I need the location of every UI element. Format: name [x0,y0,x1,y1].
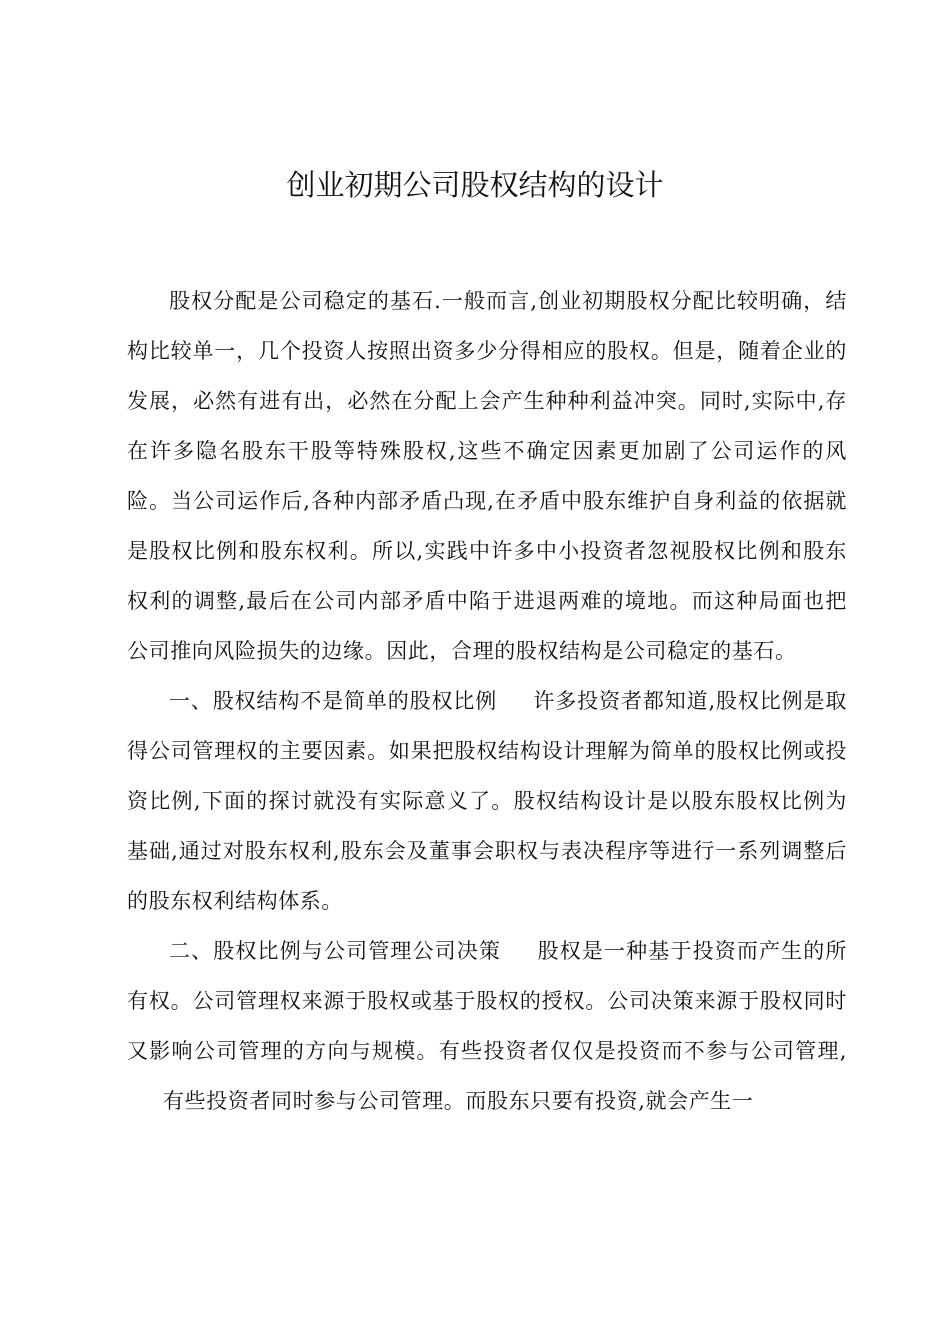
section-2-heading: 二、股权比例与公司管理公司决策 [169,939,502,963]
document-body [127,276,847,1126]
section-1-heading: 一、股权结构不是简单的股权比例 [169,689,498,713]
section-2-text-part-1: 股权是一种基于投资而产生的所有权。公司管理权来源于股权或基于股权的授权。公司决策来源于股权同时又影响公司管理的方向与规模。有些投资者仅仅是投资而不参与公司管理, [127,939,848,1063]
section-2-text-part-2: 有些投资者同时参与公司管理。而股东只要有投资,就会产生一 [163,1089,754,1113]
document-title: 创业初期公司股权结构的设计 [286,168,664,202]
section-1-text: 许多投资者都知道,股权比例是取得公司管理权的主要因素。如果把股权结构设计理解为简单的股权比例或投资比例,下面的探讨就没有实际意义了。股权结构设计是以股东股权比例为基础,通过对股东权利,股东会及董事会职权与表决程序等进行一系列调整后的股东权利结构体系。 [127,689,847,913]
section-1-paragraph [127,676,847,926]
intro-paragraph: 股权分配是公司稳定的基石.一般而言,创业初期股权分配比较明确，结构比较单一，几个投资人按照出资多少分得相应的股权。但是，随着企业的发展，必然有进有出，必然在分配上会产生种种利益冲突。同时,实际中,存在许多隐名股东干股等特殊股权,这些不确定因素更加剧了公司运作的风险。当公司运作后,各种内部矛盾凸现,在矛盾中股东维护自身利益的依据就是股权比例和股东权利。所以,实践中许多中小投资者忽视股权比例和股东权利的调整,最后在公司内部矛盾中陷于进退两难的境地。而这种局面也把公司推向风险损失的边缘。因此，合理的股权结构是公司稳定的基石。 [127,289,847,663]
section-2-paragraph [127,926,847,1126]
